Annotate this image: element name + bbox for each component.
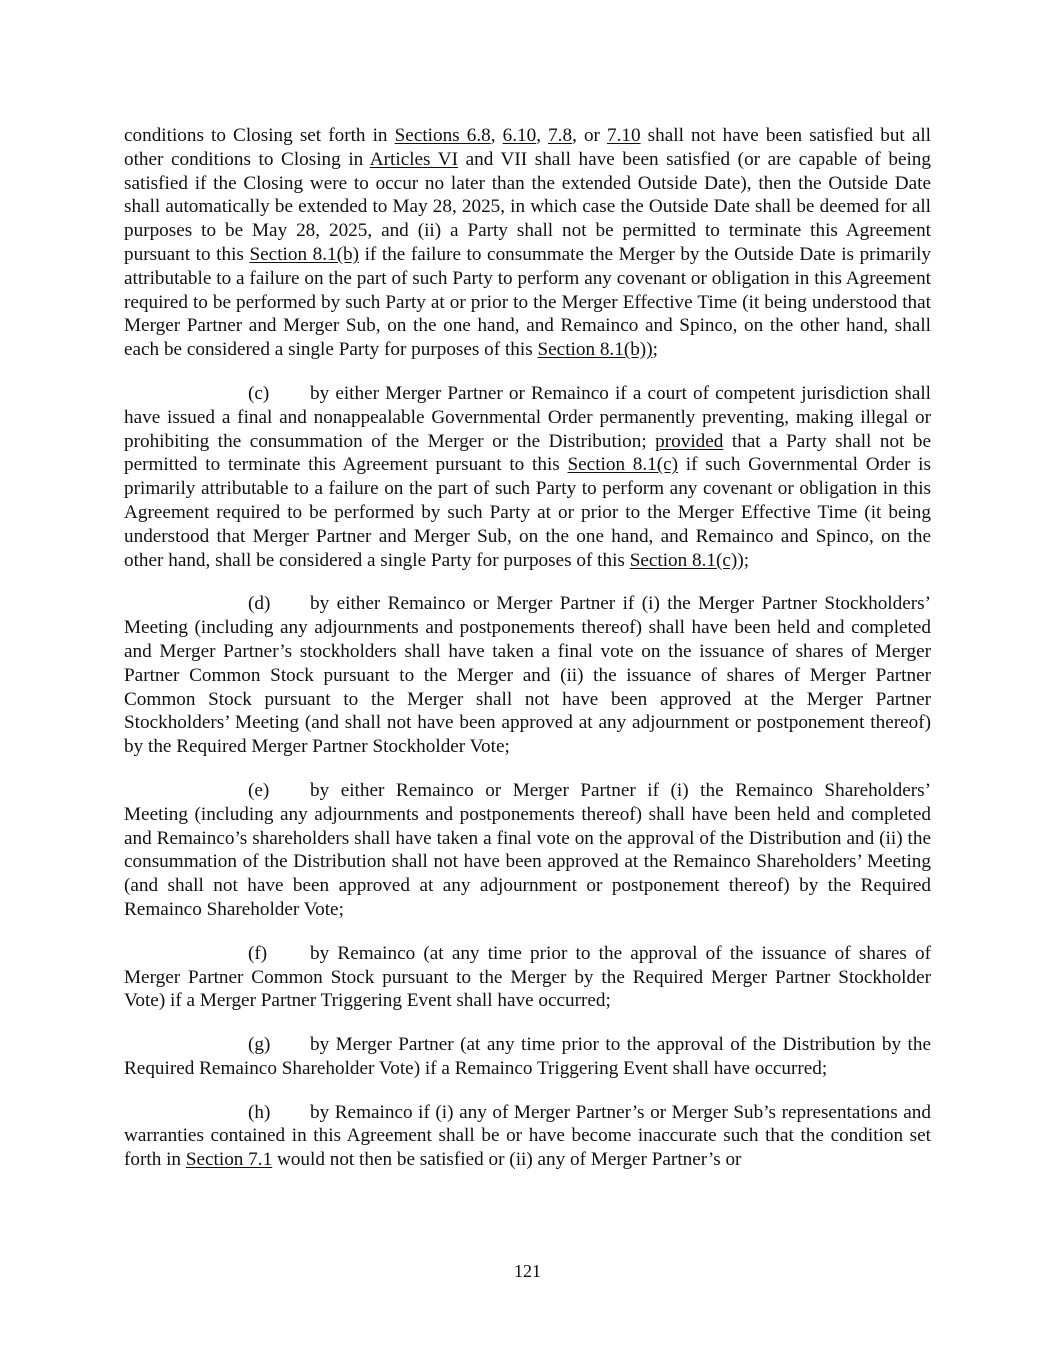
paragraph-enumerator: (d) [248,593,271,615]
paragraph-enumerator: (g) [248,1034,271,1056]
paragraph-text: and VII shall have been satisfied (or are capable of being satisfied if the Closing were to occur no later than the extended Outside Date), then the Outside Date shall automatically be extended to May 28, 2025, in which case the Outside Date shall be deemed for all purposes to be May 28, 2025, and (ii) a Party shall not be permitted to terminate this Agreement pursuant to this [124,148,931,265]
page-number: 121 [514,1261,541,1281]
paragraph-text: shall not have been satisfied but all other conditions to Closing in [124,125,932,170]
paragraph-text: ); [737,549,750,571]
paragraph-text: by Merger Partner (at any time prior to the approval of the Distribution by the Required Remainco Shareholder Vote) if a Remainco Triggering Event shall have occurred; [124,1034,931,1079]
paragraph-text: if the failure to consummate the Merger by the Outside Date is primarily attributable to a failure on the part of such Party to perform any covenant or obligation in this Agreement required to be performed by such Party at or prior to the Merger Effective Time (it being understood that Merger Partner and Merger Sub, on the one hand, and Remainco and Spinco, on the other hand, shall each be considered a single Party for purposes of this [124,243,931,361]
paragraph-text: by either Remainco or Merger Partner if (i) the Remainco Shareholders’ Meeting (including any adjournments and postponements thereof) shall have been held and completed and Remainco’s shareholders shall have taken a final vote on the approval of the Distribution and (ii) the consummation of the Distribution shall not have been approved at the Remainco Shareholders’ Meeting (and shall not have been approved at any adjournment or postponement thereof) by the Required Remainco Shareholder Vote; [124,779,931,920]
paragraph-text: would not then be satisfied or (ii) any of Merger Partner’s or [272,1149,742,1171]
cross-reference: 6.10 [502,125,537,146]
paragraph-enumerator: (e) [248,779,270,801]
paragraph-text: , [490,125,503,146]
paragraph-d [124,592,931,759]
paragraph-e [124,779,931,922]
paragraph-enumerator: (h) [248,1101,271,1123]
paragraph-text: by either Merger Partner or Remainco if a court of competent jurisdiction shall have issued a final and nonappealable Governmental Order permanently preventing, making illegal or prohibiting the consummation of the Merger or the Distribution; [124,382,931,452]
paragraph-h [124,1101,931,1172]
paragraph-f [124,942,931,1013]
paragraph-b-continued [124,124,931,362]
cross-reference: provided [655,430,724,452]
paragraph-enumerator: (c) [248,382,270,404]
cross-reference: Section 8.1(c) [629,549,738,571]
cross-reference: Section 7.1 [185,1149,273,1171]
paragraph-text: by either Remainco or Merger Partner if (i) the Merger Partner Stockholders’ Meeting (including any adjournments and postponements thereof) shall have been held and completed and Merger Partner’s stockholders shall have taken a final vote on the issuance of shares of Merger Partner Common Stock pursuant to the Merger and (ii) the issuance of shares of Merger Partner Common Stock pursuant to the Merger shall not have been approved at the Merger Partner Stockholders’ Meeting (and shall not have been approved at any adjournment or postponement thereof) by the Required Merger Partner Stockholder Vote; [124,593,931,758]
paragraph-text: , [536,125,549,146]
paragraph-text: that a Party shall not be permitted to terminate this Agreement pursuant to this [124,430,931,476]
paragraph-text: , or [572,125,608,146]
paragraph-text: ; [652,339,658,361]
cross-reference: Section 8.1(b) [249,243,359,265]
document-body [124,124,931,1192]
paragraph-c [124,382,931,572]
cross-reference: Articles VI [369,148,458,170]
paragraph-text: if such Governmental Order is primarily attributable to a failure on the part of such Party to perform any covenant or obligation in this Agreement required to be performed by such Party at or prior to the Merger Effective Time (it being understood that Merger Partner and Merger Sub, on the one hand, and Remainco and Spinco, on the other hand, shall be considered a single Party for purposes of this [124,454,931,571]
paragraph-text: conditions to Closing set forth in [124,125,395,146]
paragraph-text: by Remainco (at any time prior to the approval of the issuance of shares of Merger Partner Common Stock pursuant to the Merger by the Required Merger Partner Stockholder Vote) if a Merger Partner Triggering Event shall have occurred; [124,942,931,1012]
cross-reference: 7.10 [607,125,641,146]
cross-reference: Section 8.1(c) [567,454,679,476]
paragraph-enumerator: (f) [248,942,268,964]
paragraph-g [124,1033,931,1081]
cross-reference: Section 8.1(b)) [537,339,653,361]
cross-reference: 7.8 [548,125,573,146]
paragraph-text: by Remainco if (i) any of Merger Partner’s or Merger Sub’s representations and warranties contained in this Agreement shall be or have become inaccurate such that the condition set forth in [124,1101,931,1171]
cross-reference: Sections 6.8 [394,125,491,146]
